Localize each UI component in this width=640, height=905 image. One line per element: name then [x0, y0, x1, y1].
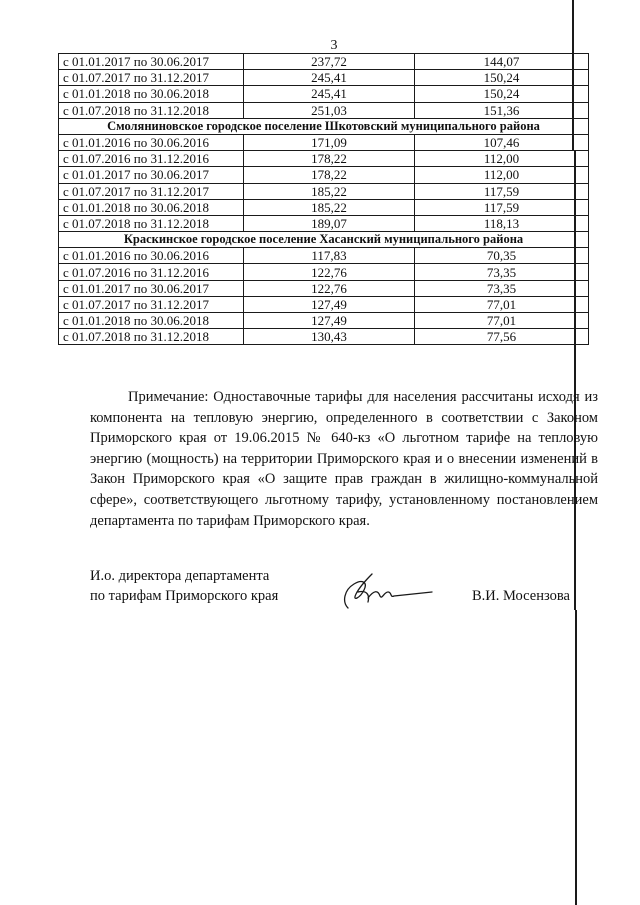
table-row [59, 280, 589, 296]
handwritten-signature [338, 568, 434, 616]
table-row [59, 183, 589, 199]
table-row [59, 329, 589, 345]
tariff-table-body [59, 54, 589, 345]
tariff-value-cell: 122,76 [244, 264, 415, 280]
table-row [59, 134, 589, 150]
tariff-value-cell: 117,83 [244, 248, 415, 264]
position-line-2: по тарифам Приморского края [90, 588, 279, 604]
section-title: Смоляниновское городское поселение Шкотовский муниципального района [59, 118, 589, 134]
table-row [59, 167, 589, 183]
period-cell: с 01.01.2018 по 30.06.2018 [59, 199, 244, 215]
period-cell: с 01.07.2017 по 31.12.2017 [59, 296, 244, 312]
preferential-value-cell: 117,59 [415, 199, 589, 215]
tariff-value-cell: 237,72 [244, 54, 415, 70]
page-number: 3 [330, 38, 338, 53]
preferential-value-cell: 112,00 [415, 167, 589, 183]
preferential-value-cell: 73,35 [415, 280, 589, 296]
preferential-value-cell: 77,56 [415, 329, 589, 345]
period-cell: с 01.07.2018 по 31.12.2018 [59, 102, 244, 118]
tariff-value-cell: 245,41 [244, 70, 415, 86]
table-row [59, 86, 589, 102]
table-row [59, 296, 589, 312]
tariff-value-cell: 178,22 [244, 151, 415, 167]
preferential-value-cell: 151,36 [415, 102, 589, 118]
table-row [59, 151, 589, 167]
preferential-value-cell: 107,46 [415, 134, 589, 150]
tariff-value-cell: 127,49 [244, 296, 415, 312]
preferential-value-cell: 144,07 [415, 54, 589, 70]
tariff-value-cell: 245,41 [244, 86, 415, 102]
preferential-value-cell: 112,00 [415, 151, 589, 167]
tariff-value-cell: 185,22 [244, 183, 415, 199]
tariff-value-cell: 178,22 [244, 167, 415, 183]
preferential-value-cell: 73,35 [415, 264, 589, 280]
scan-edge-line [575, 610, 577, 905]
period-cell: с 01.01.2018 по 30.06.2018 [59, 313, 244, 329]
preferential-value-cell: 150,24 [415, 70, 589, 86]
signatory-position [90, 566, 278, 606]
tariff-value-cell: 171,09 [244, 134, 415, 150]
period-cell: с 01.01.2018 по 30.06.2018 [59, 86, 244, 102]
table-row [59, 215, 589, 231]
period-cell: с 01.01.2017 по 30.06.2017 [59, 167, 244, 183]
tariff-table [58, 53, 589, 345]
section-title: Краскинское городское поселение Хасанский муниципального района [59, 232, 589, 248]
tariff-value-cell: 122,76 [244, 280, 415, 296]
table-row [59, 313, 589, 329]
period-cell: с 01.07.2018 по 31.12.2018 [59, 329, 244, 345]
period-cell: с 01.01.2016 по 30.06.2016 [59, 134, 244, 150]
table-row [59, 264, 589, 280]
tariff-value-cell: 130,43 [244, 329, 415, 345]
period-cell: с 01.07.2017 по 31.12.2017 [59, 70, 244, 86]
tariff-value-cell: 189,07 [244, 215, 415, 231]
preferential-value-cell: 77,01 [415, 313, 589, 329]
period-cell: с 01.07.2018 по 31.12.2018 [59, 215, 244, 231]
position-line-1: И.о. директора департамента [90, 568, 270, 584]
tariff-value-cell: 185,22 [244, 199, 415, 215]
preferential-value-cell: 70,35 [415, 248, 589, 264]
preferential-value-cell: 118,13 [415, 215, 589, 231]
section-header-row [59, 232, 589, 248]
period-cell: с 01.01.2016 по 30.06.2016 [59, 248, 244, 264]
preferential-value-cell: 77,01 [415, 296, 589, 312]
tariff-value-cell: 127,49 [244, 313, 415, 329]
table-row [59, 70, 589, 86]
table-row [59, 199, 589, 215]
period-cell: с 01.07.2016 по 31.12.2016 [59, 264, 244, 280]
period-cell: с 01.07.2017 по 31.12.2017 [59, 183, 244, 199]
signatory-name: В.И. Мосензова [472, 588, 570, 604]
period-cell: с 01.07.2016 по 31.12.2016 [59, 151, 244, 167]
tariff-value-cell: 251,03 [244, 102, 415, 118]
section-header-row [59, 118, 589, 134]
period-cell: с 01.01.2017 по 30.06.2017 [59, 280, 244, 296]
preferential-value-cell: 150,24 [415, 86, 589, 102]
table-row [59, 248, 589, 264]
period-cell: с 01.01.2017 по 30.06.2017 [59, 54, 244, 70]
note-paragraph: Примечание: Одноставочные тарифы для населения рассчитаны исходя из компонента на тепловую энергию, определенного в соответствии с Законом Приморского края от 19.06.2015 № 640-кз «О льготном тарифе на тепловую энергию (мощность) на территории Приморского края и о внесении изменений в Закон Приморского края «О защите прав граждан в жилищно-коммунальной сфере», соответствующего льготному тарифу, установленному постановлением департамента по тарифам Приморского края. [90, 389, 598, 529]
table-row [59, 54, 589, 70]
table-row [59, 102, 589, 118]
preferential-value-cell: 117,59 [415, 183, 589, 199]
